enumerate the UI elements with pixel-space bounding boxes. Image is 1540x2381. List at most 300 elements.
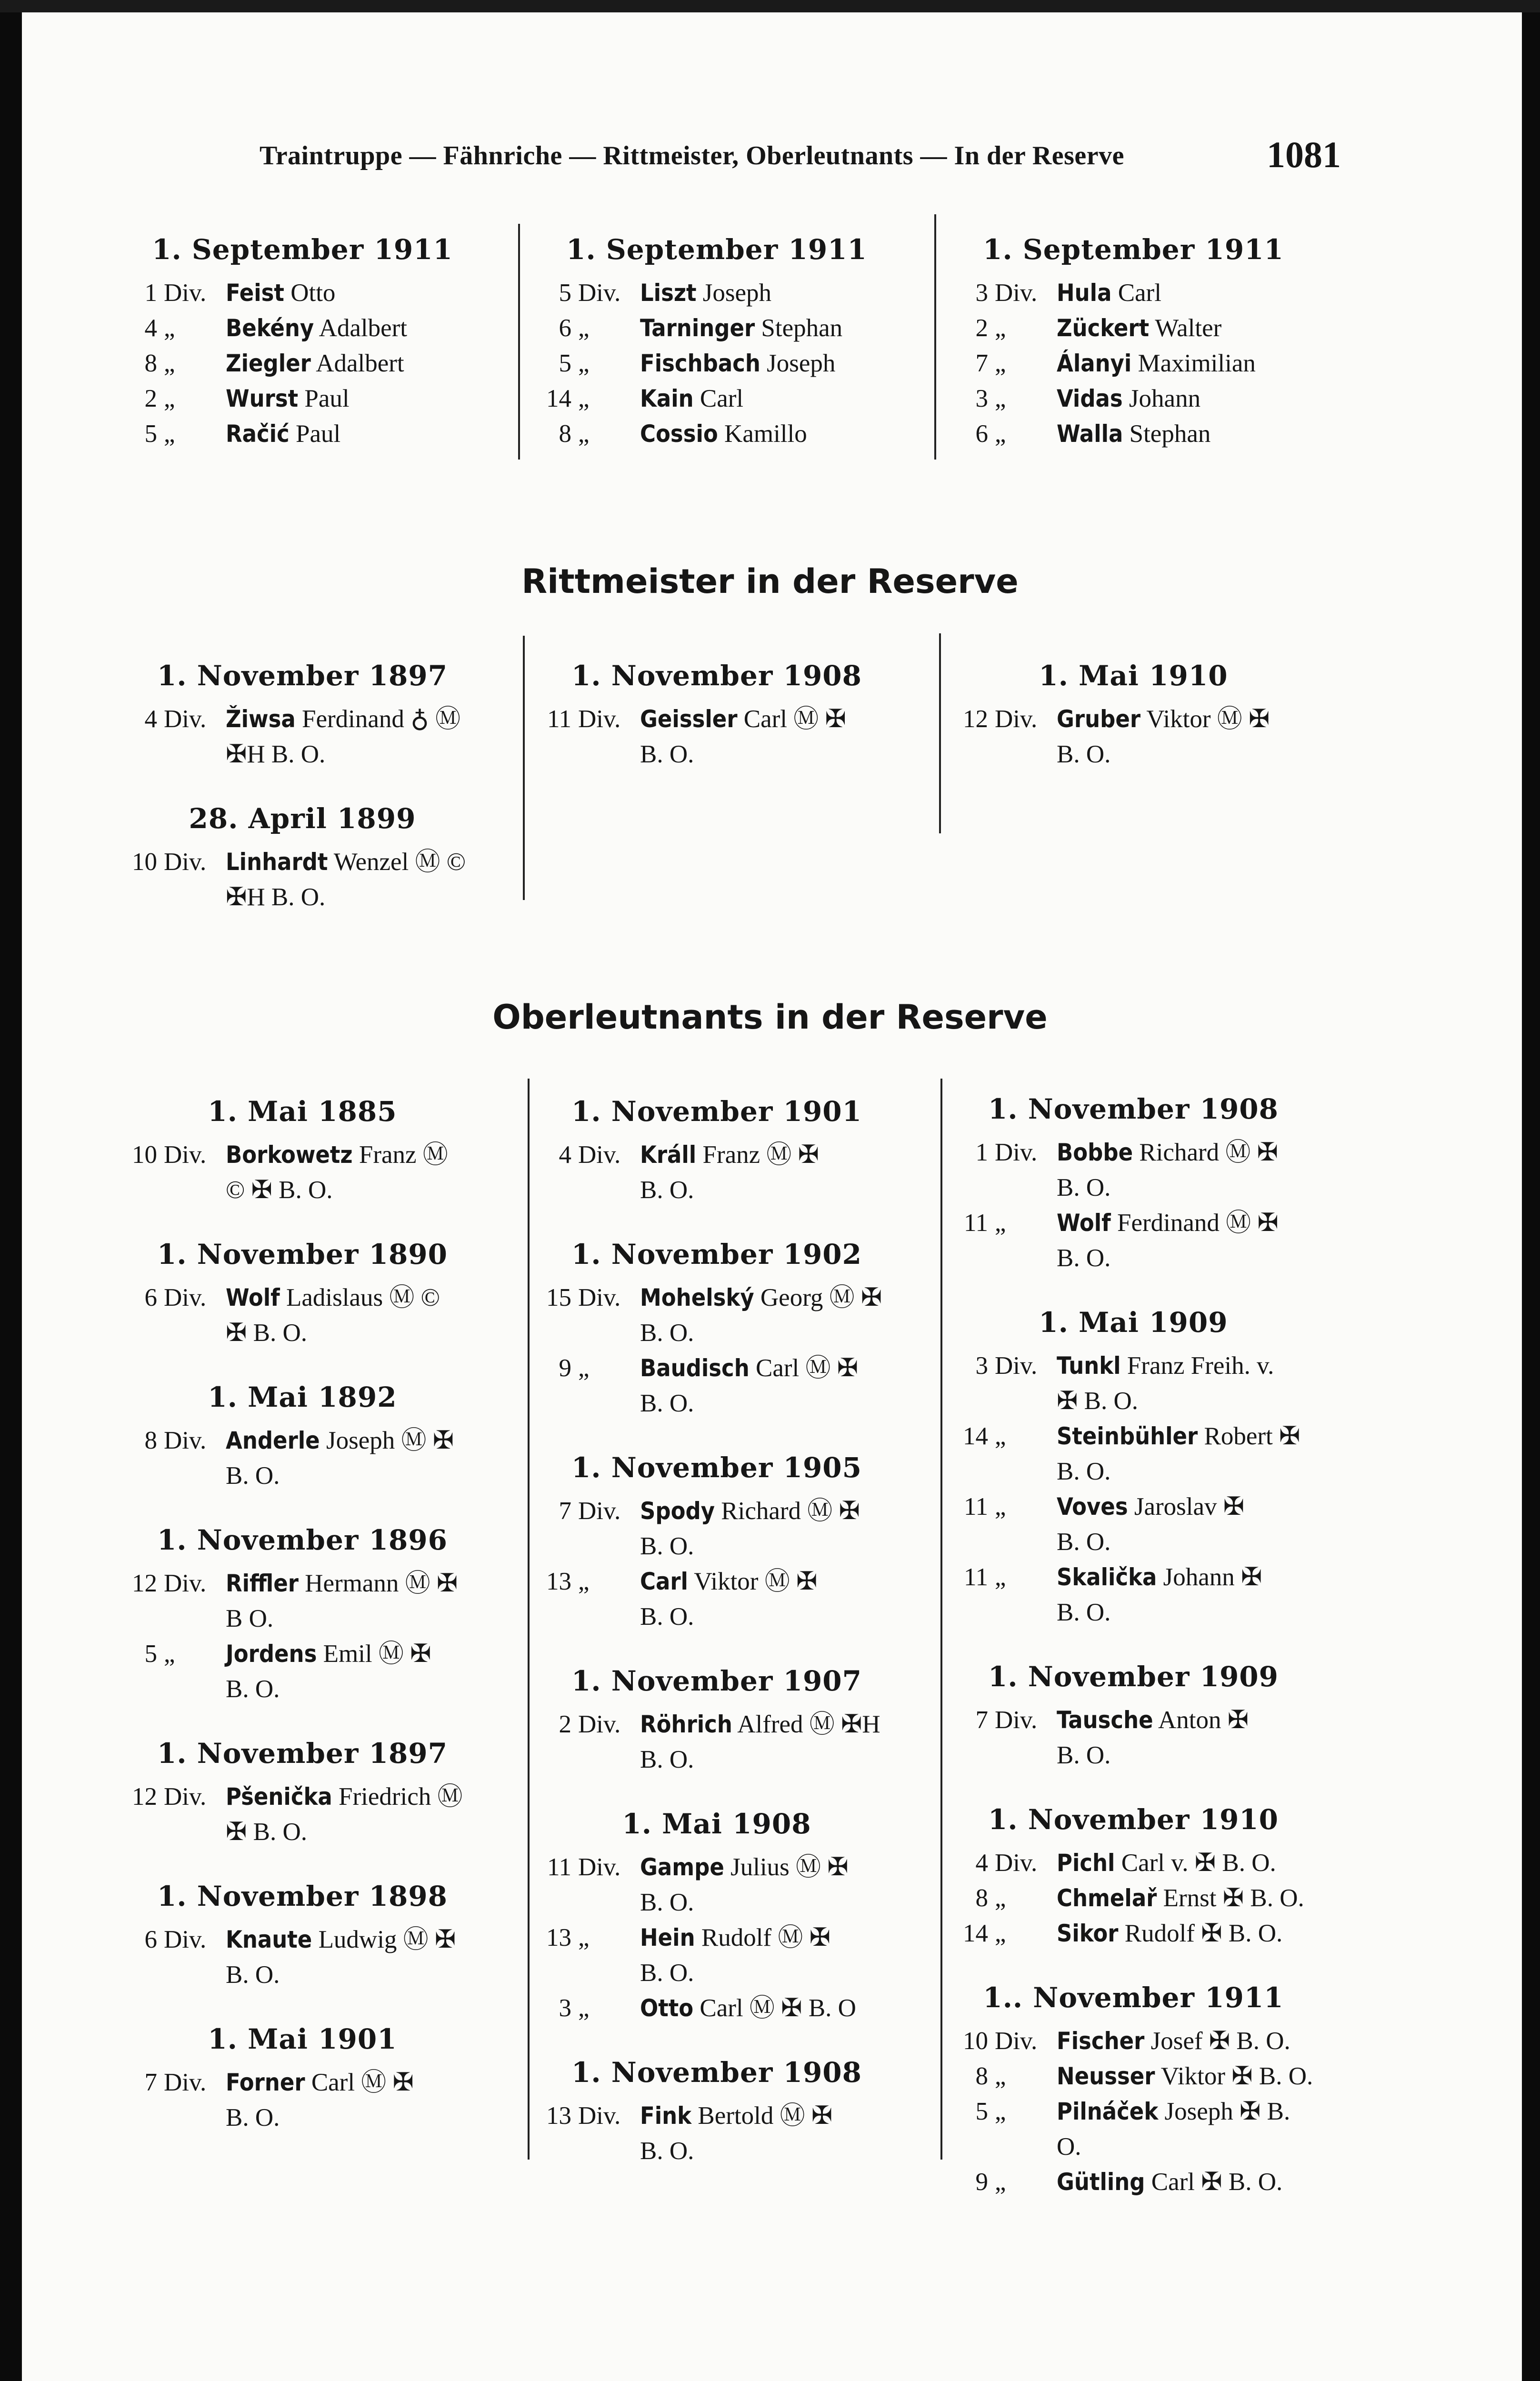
spacer (164, 880, 226, 915)
officer-entry (640, 310, 907, 346)
spacer (526, 1315, 578, 1351)
division-label: Div. (164, 848, 207, 876)
rittmeister-col-2 (526, 660, 907, 772)
officer-entry (640, 1564, 907, 1599)
officer-entry (226, 2065, 493, 2100)
officer-entry (1057, 381, 1324, 416)
division-number: 14 (963, 1920, 988, 1947)
list-item (526, 416, 907, 451)
officer-given-name: Richard Ⓜ ✠ (721, 1497, 860, 1525)
spacer (578, 1742, 640, 1777)
division-label: „ (578, 350, 590, 377)
list-item (943, 1419, 1324, 1454)
officer-surname: Tausche (1057, 1706, 1153, 1734)
list-item (943, 2059, 1324, 2094)
officer-entry (1057, 1205, 1324, 1241)
officer-decorations: B O. (226, 1605, 274, 1632)
spacer (995, 1454, 1057, 1489)
division-label: Div. (164, 1783, 207, 1811)
list-item (943, 1702, 1324, 1738)
officer-entry (1057, 1419, 1324, 1454)
spacer (995, 1595, 1057, 1630)
officer-surname: Voves (1057, 1493, 1128, 1521)
spacer (112, 1992, 493, 2023)
list-item-continuation (526, 737, 907, 772)
officer-given-name: Franz Ⓜ (359, 1141, 448, 1169)
division-number: 1 (975, 1139, 988, 1166)
division-label: „ (164, 420, 175, 448)
officer-surname: Vidas (1057, 385, 1123, 412)
officer-surname: Zückert (1057, 314, 1150, 342)
officer-surname: Žiwsa (226, 705, 296, 733)
officer-entry (640, 2098, 907, 2133)
officer-surname: Wolf (226, 1284, 280, 1311)
list-item (526, 1850, 907, 1885)
list-item (112, 1566, 493, 1601)
spacer (943, 1773, 1324, 1803)
spacer (943, 1524, 995, 1560)
officer-entry (226, 381, 493, 416)
spacer (578, 1386, 640, 1421)
officer-surname: Bekény (226, 314, 314, 342)
division-label: „ (578, 1354, 590, 1382)
officer-given-name: Carl (1118, 279, 1161, 307)
list-item (526, 1920, 907, 1955)
date-heading: 28. April 1899 (189, 802, 416, 835)
officer-entry (226, 346, 493, 381)
division-number: 12 (132, 1570, 157, 1597)
division-label: „ (995, 314, 1006, 342)
officer-given-name: Paul (304, 385, 350, 412)
officer-entry (640, 1137, 907, 1172)
officer-given-name: Viktor ✠ B. O. (1160, 2062, 1313, 2090)
list-item (943, 1348, 1324, 1383)
division-number: 7 (975, 350, 988, 377)
officer-surname: Chmelař (1057, 1884, 1157, 1912)
division-label: Div. (995, 2027, 1038, 2055)
division-number: 4 (144, 314, 157, 342)
officer-entry (640, 1707, 907, 1742)
spacer (995, 1524, 1057, 1560)
date-heading: 1. November 1908 (571, 2056, 862, 2089)
spacer (943, 1595, 995, 1630)
officer-given-name: Franz Ⓜ ✠ (702, 1141, 820, 1169)
spacer (164, 737, 226, 772)
officer-given-name: Carl v. ✠ B. O. (1121, 1849, 1276, 1877)
date-heading: 1. September 1911 (152, 233, 453, 266)
list-item (112, 844, 493, 880)
officer-surname: Anderle (226, 1427, 320, 1454)
spacer (943, 1738, 995, 1773)
division-number: 13 (546, 1568, 571, 1595)
spacer (995, 737, 1057, 772)
spacer (526, 1529, 578, 1564)
date-heading: 1. November 1901 (571, 1095, 862, 1128)
division-number: 6 (559, 314, 571, 342)
list-item-continuation (526, 1386, 907, 1421)
list-item (943, 2023, 1324, 2059)
officer-given-name: Viktor Ⓜ ✠ (694, 1568, 818, 1595)
spacer (995, 2129, 1057, 2164)
division-label: Div. (995, 1706, 1038, 1734)
officer-entry (226, 1137, 493, 1172)
officer-given-name: Joseph ✠ B. (1164, 2098, 1290, 2125)
list-item-continuation (943, 1170, 1324, 1205)
officer-surname: Walla (1057, 420, 1123, 448)
list-item (943, 1489, 1324, 1524)
division-number: 5 (559, 350, 571, 377)
faehnriche-col-2 (526, 233, 907, 451)
spacer (526, 1599, 578, 1634)
officer-given-name: Ferdinand ♁ Ⓜ (301, 705, 461, 733)
list-item (526, 1991, 907, 2026)
column-rule (518, 224, 520, 460)
list-item (943, 346, 1324, 381)
spacer (578, 737, 640, 772)
date-heading: 1. Mai 1892 (208, 1381, 397, 1413)
division-label: „ (995, 1884, 1006, 1912)
officer-decorations: ✠H B. O. (226, 740, 326, 768)
officer-given-name: Hermann Ⓜ ✠ (305, 1570, 458, 1597)
list-item (943, 1881, 1324, 1916)
division-number: 5 (975, 2098, 988, 2125)
officer-entry (226, 310, 493, 346)
officer-given-name: Ferdinand Ⓜ ✠ (1117, 1209, 1279, 1237)
division-number: 15 (546, 1284, 571, 1311)
officer-surname: Sikor (1057, 1920, 1119, 1947)
officer-given-name: Carl Ⓜ ✠ (743, 705, 846, 733)
officer-entry (1057, 310, 1324, 346)
column-rule (940, 1079, 942, 2160)
officer-decorations: B. O. (1057, 1458, 1111, 1485)
officer-entry (1057, 1702, 1324, 1738)
list-item-continuation (112, 1814, 493, 1850)
division-number: 11 (547, 1853, 571, 1881)
division-label: „ (578, 314, 590, 342)
list-item-continuation (112, 737, 493, 772)
division-number: 9 (559, 1354, 571, 1382)
division-label: „ (995, 2168, 1006, 2196)
column-rule (934, 214, 936, 460)
list-item-continuation (112, 1671, 493, 1707)
officer-surname: Tarninger (640, 314, 755, 342)
division-number: 11 (963, 1209, 988, 1237)
officer-entry (1057, 346, 1324, 381)
division-label: Div. (578, 1497, 621, 1525)
date-heading: 1. November 1905 (571, 1451, 862, 1484)
division-label: Div. (164, 1141, 207, 1169)
list-item (526, 1351, 907, 1386)
division-label: „ (578, 385, 590, 412)
officer-entry (1057, 1489, 1324, 1524)
officer-entry (640, 1351, 907, 1386)
date-heading: 1. Mai 1908 (622, 1808, 811, 1840)
division-number: 2 (144, 385, 157, 412)
officer-surname: Otto (640, 1994, 694, 2022)
list-item (112, 275, 493, 310)
division-number: 12 (963, 705, 988, 733)
spacer (943, 1454, 995, 1489)
officer-surname: Röhrich (640, 1711, 732, 1738)
list-item (943, 275, 1324, 310)
division-number: 11 (547, 705, 571, 733)
officer-given-name: Josef ✠ B. O. (1150, 2027, 1290, 2055)
spacer (112, 772, 493, 802)
division-label: „ (995, 2062, 1006, 2090)
officer-given-name: Maximilian (1138, 350, 1256, 377)
officer-given-name: Adalbert (316, 350, 404, 377)
date-heading: 1. Mai 1909 (1039, 1306, 1228, 1339)
spacer (943, 1170, 995, 1205)
list-item-continuation (112, 1957, 493, 1992)
officer-entry (1057, 1348, 1324, 1383)
division-number: 4 (559, 1141, 571, 1169)
list-item (112, 310, 493, 346)
list-item-continuation (526, 1742, 907, 1777)
division-label: „ (995, 1493, 1006, 1521)
officer-surname: Gütling (1057, 2168, 1145, 2196)
officer-entry (226, 844, 493, 880)
rittmeister-title: Rittmeister in der Reserve (521, 562, 1019, 601)
list-item (526, 381, 907, 416)
division-number: 10 (963, 2027, 988, 2055)
date-heading: 1. November 1897 (157, 660, 448, 692)
list-item (943, 1135, 1324, 1170)
division-number: 8 (975, 1884, 988, 1912)
spacer (112, 2100, 164, 2135)
officer-surname: Gruber (1057, 705, 1141, 733)
officer-decorations: B. O. (1057, 1528, 1111, 1556)
division-label: „ (164, 350, 175, 377)
officer-given-name: Carl Ⓜ ✠ (756, 1354, 859, 1382)
date-heading: 1.. November 1911 (983, 1981, 1284, 2014)
division-label: Div. (164, 279, 207, 307)
division-label: Div. (995, 1352, 1038, 1380)
spacer (112, 1814, 164, 1850)
date-heading: 1. November 1908 (571, 660, 862, 692)
officer-surname: Fink (640, 2102, 692, 2130)
division-label: „ (995, 1209, 1006, 1237)
division-label: Div. (578, 1711, 621, 1738)
list-item (526, 1493, 907, 1529)
spacer (526, 737, 578, 772)
division-label: „ (164, 314, 175, 342)
spacer (943, 1951, 1324, 1981)
officer-entry (226, 275, 493, 310)
rittmeister-col-1 (112, 660, 493, 915)
list-item (112, 1636, 493, 1671)
division-label: Div. (164, 1926, 207, 1953)
scan-edge-right (1522, 0, 1540, 2381)
list-item (526, 275, 907, 310)
division-number: 8 (975, 2062, 988, 2090)
division-label: Div. (578, 705, 621, 733)
spacer (526, 1777, 907, 1808)
faehnriche-col-3 (943, 233, 1324, 451)
list-item (943, 1916, 1324, 1951)
officer-entry (226, 1922, 493, 1957)
list-item (526, 1707, 907, 1742)
officer-surname: Mohelský (640, 1284, 754, 1311)
list-item (112, 346, 493, 381)
spacer (112, 1458, 164, 1493)
list-item-continuation (526, 1885, 907, 1920)
officer-surname: Spody (640, 1497, 715, 1525)
spacer (995, 1383, 1057, 1419)
officer-given-name: Johann (1129, 385, 1201, 412)
division-number: 9 (975, 2168, 988, 2196)
officer-decorations: B. O. (1057, 1244, 1111, 1272)
spacer (112, 880, 164, 915)
date-heading: 1. November 1910 (988, 1803, 1279, 1836)
officer-decorations: B. O. (640, 1532, 694, 1560)
officer-surname: Knaute (226, 1926, 312, 1953)
date-heading: 1. November 1909 (988, 1661, 1279, 1693)
officer-surname: Carl (640, 1568, 688, 1595)
date-heading: 1. Mai 1901 (208, 2023, 397, 2055)
list-item-continuation (943, 1454, 1324, 1489)
officer-decorations: B. O. (640, 1603, 694, 1631)
date-heading: 1. September 1911 (983, 233, 1284, 266)
officer-given-name: Ladislaus Ⓜ © (286, 1284, 440, 1311)
officer-entry (226, 1779, 493, 1814)
division-number: 7 (975, 1706, 988, 1734)
officer-given-name: Ludwig Ⓜ ✠ (318, 1926, 456, 1953)
officer-decorations: B. O. (640, 1176, 694, 1204)
page-number: 1081 (1267, 134, 1341, 175)
list-item-continuation (112, 880, 493, 915)
division-label: Div. (995, 1849, 1038, 1877)
spacer (995, 1738, 1057, 1773)
spacer (526, 2133, 578, 2169)
officer-given-name: Ernst ✠ B. O. (1163, 1884, 1304, 1912)
division-number: 3 (975, 385, 988, 412)
list-item (526, 2098, 907, 2133)
spacer (112, 1707, 493, 1737)
list-item-continuation (943, 1241, 1324, 1276)
division-label: Div. (578, 1284, 621, 1311)
officer-surname: Wurst (226, 385, 299, 412)
list-item (526, 701, 907, 737)
list-item (526, 310, 907, 346)
spacer (578, 1955, 640, 1991)
officer-given-name: Bertold Ⓜ ✠ (698, 2102, 833, 2130)
officer-given-name: Franz Freih. v. (1127, 1352, 1274, 1380)
officer-decorations: B. O. (1057, 1741, 1111, 1769)
division-label: Div. (578, 2102, 621, 2130)
list-item (526, 1280, 907, 1315)
list-item-continuation (112, 1315, 493, 1351)
officer-entry (640, 1991, 907, 2026)
list-item-continuation (112, 1172, 493, 1208)
spacer (943, 737, 995, 772)
division-label: Div. (164, 705, 207, 733)
officer-decorations: ✠ B. O. (226, 1818, 308, 1846)
officer-surname: Hula (1057, 279, 1112, 307)
division-label: Div. (995, 705, 1038, 733)
division-number: 12 (132, 1783, 157, 1811)
column-rule (523, 636, 525, 900)
spacer (164, 1458, 226, 1493)
officer-given-name: Carl (700, 385, 744, 412)
spacer (943, 1276, 1324, 1306)
date-heading: 1. November 1896 (157, 1524, 448, 1556)
officer-given-name: Adalbert (319, 314, 407, 342)
list-item-continuation (526, 1955, 907, 1991)
list-item (943, 1560, 1324, 1595)
oberleutnants-col-2 (526, 1095, 907, 2169)
division-number: 6 (144, 1284, 157, 1311)
officer-given-name: Rudolf Ⓜ ✠ (701, 1924, 830, 1951)
list-item-continuation (112, 2100, 493, 2135)
officer-entry (1057, 1845, 1324, 1881)
spacer (164, 1315, 226, 1351)
division-label: Div. (578, 1141, 621, 1169)
officer-entry (640, 701, 907, 737)
list-item (112, 1137, 493, 1172)
division-number: 5 (144, 420, 157, 448)
officer-given-name: Richard Ⓜ ✠ (1139, 1139, 1279, 1166)
officer-surname: Wolf (1057, 1209, 1111, 1237)
officer-decorations: ✠H B. O. (226, 883, 326, 911)
officer-entry (1057, 1916, 1324, 1951)
officer-given-name: Walter (1155, 314, 1222, 342)
division-label: Div. (164, 1570, 207, 1597)
list-item-continuation (943, 1524, 1324, 1560)
division-label: Div. (578, 279, 621, 307)
officer-surname: Feist (226, 279, 284, 307)
spacer (526, 1208, 907, 1238)
officer-surname: Tunkl (1057, 1352, 1121, 1380)
division-label: „ (995, 1563, 1006, 1591)
officer-decorations: B. O. (640, 1889, 694, 1916)
officer-surname: Kain (640, 385, 694, 412)
division-number: 3 (559, 1994, 571, 2022)
list-item (526, 1137, 907, 1172)
officer-given-name: Joseph Ⓜ ✠ (326, 1427, 454, 1454)
officer-surname: Fischbach (640, 350, 760, 377)
list-item (943, 2094, 1324, 2129)
division-number: 13 (546, 1924, 571, 1951)
division-number: 6 (975, 420, 988, 448)
officer-entry (1057, 1135, 1324, 1170)
spacer (526, 1885, 578, 1920)
officer-entry (1057, 2023, 1324, 2059)
officer-decorations: B. O. (640, 1746, 694, 1773)
officer-entry (640, 1850, 907, 1885)
officer-surname: Bobbe (1057, 1139, 1133, 1166)
officer-given-name: Kamillo (724, 420, 807, 448)
officer-given-name: Jaroslav ✠ (1134, 1493, 1245, 1521)
division-number: 10 (132, 1141, 157, 1169)
list-item (526, 1564, 907, 1599)
officer-given-name: Viktor Ⓜ ✠ (1146, 705, 1270, 733)
officer-entry (226, 1566, 493, 1601)
faehnriche-col-1 (112, 233, 493, 451)
officer-entry (1057, 2059, 1324, 2094)
list-item (943, 701, 1324, 737)
oberleutnants-col-3 (943, 1093, 1324, 2200)
officer-surname: Pilnáček (1057, 2098, 1159, 2125)
division-label: Div. (164, 1427, 207, 1454)
list-item-continuation (112, 1458, 493, 1493)
officer-given-name: Julius Ⓜ ✠ (730, 1853, 849, 1881)
division-label: „ (995, 385, 1006, 412)
officer-decorations: B. O. (226, 2104, 280, 2131)
date-heading: 1. November 1908 (988, 1093, 1279, 1125)
officer-entry (1057, 701, 1324, 737)
officer-decorations: ✠ B. O. (1057, 1387, 1139, 1415)
